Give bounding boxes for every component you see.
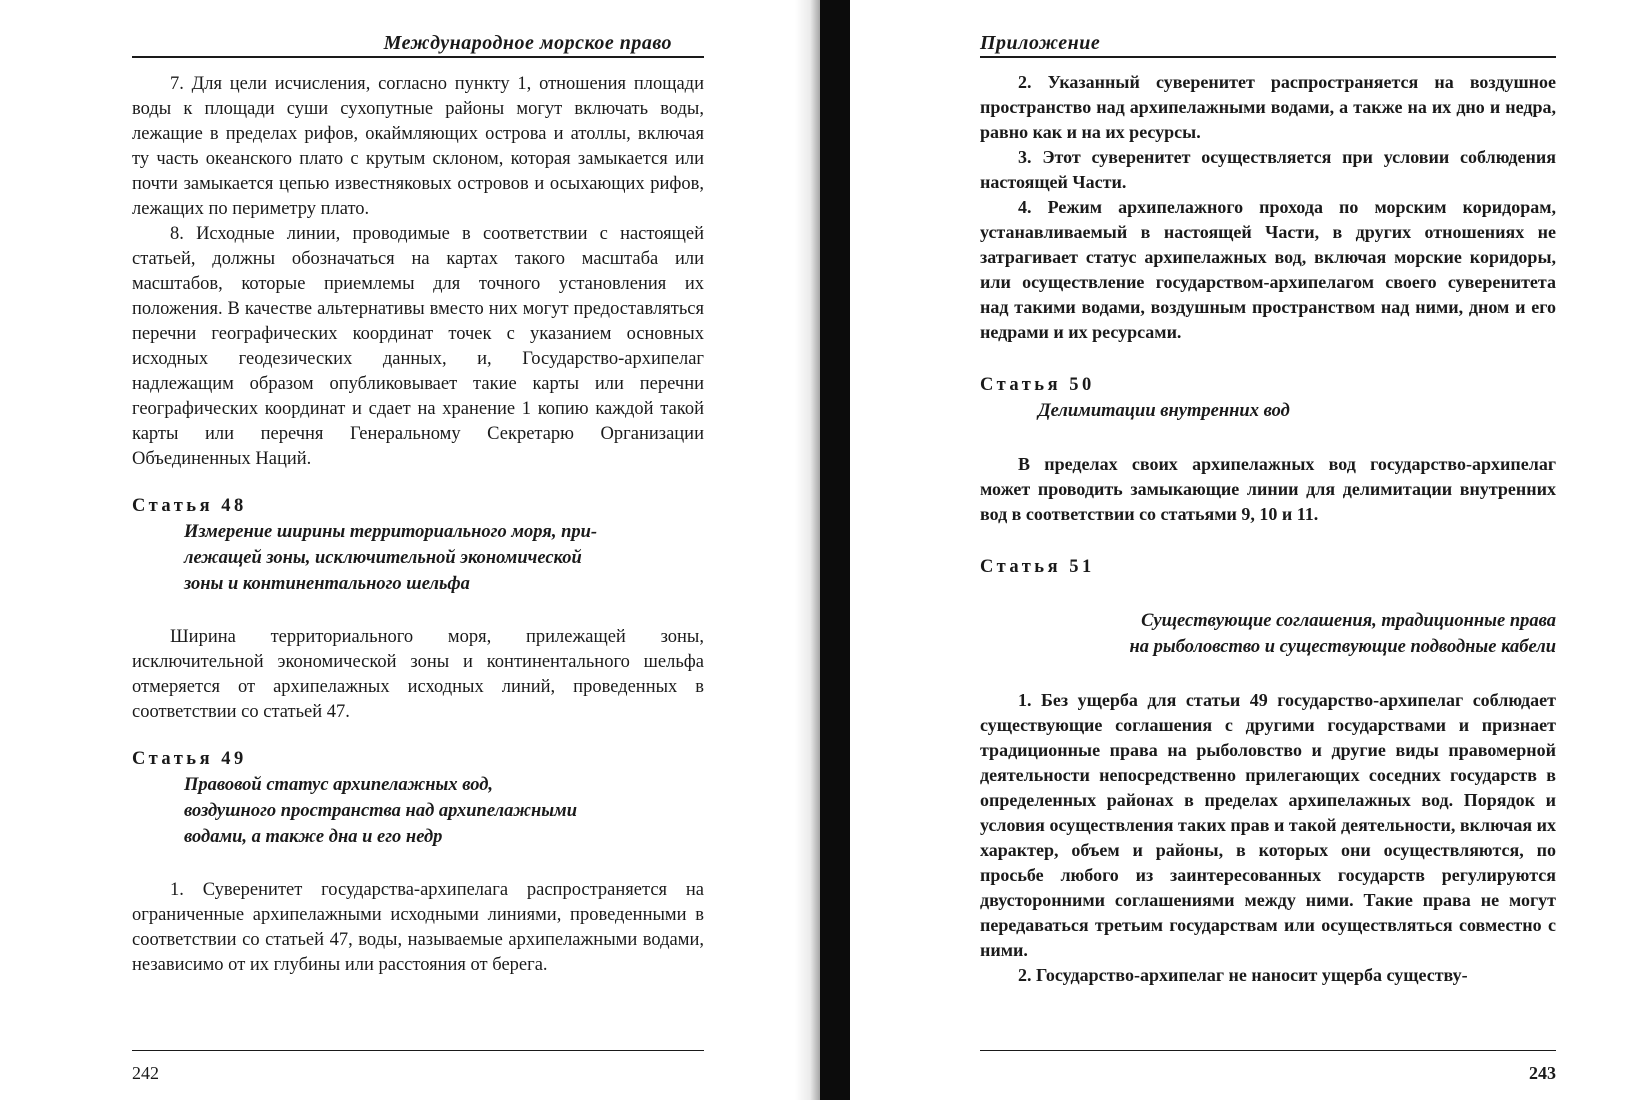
article-50-title — [1038, 398, 1556, 424]
left-page-content — [132, 72, 704, 978]
title-line: воздушного пространства над архипелажными — [184, 801, 578, 821]
title-line: Существующие соглашения, традиционные права — [1141, 611, 1556, 631]
right-page-content — [980, 70, 1556, 988]
article-48-label: Статья 48 — [132, 496, 247, 516]
article-48-text: Ширина территориального моря, прилежащей зоны, исключительной экономической зоны и континентального шельфа отмеряется от архипелажных исходных линий, проведенных в соответствии со статьей 47. — [132, 627, 704, 722]
title-line: водами, а также дна и его недр — [184, 827, 443, 847]
paragraph-3: 3. Этот суверенитет осуществляется при условии соблюдения настоящей Части. — [980, 147, 1556, 192]
footer-rule — [132, 1050, 704, 1051]
article-50-text: В пределах своих архипелажных вод государство-архипелаг может проводить замыкающие линии для делимитации внутренних вод в соответствии со статьями 9, 10 и 11. — [980, 454, 1556, 524]
page-number: 243 — [1529, 1063, 1556, 1083]
header-rule — [132, 56, 704, 58]
article-51-paragraph-1: 1. Без ущерба для статьи 49 государство-архипелаг соблюдает существующие соглашения с другими государствами и признает традиционные права на рыболовство и другие виды правомерной деятельности непосредственно прилегающих соседних государств в определенных районах в пределах архипелажных вод. Порядок и условия осуществления таких прав и такой деятельности, включая их характер, объем и районы, в которых они осуществляются, по просьбе любого из заинтересованных государств регулируются двусторонними соглашениями между ними. Такие права не могут передаваться третьим государствам или осуществляться совместно с ними. — [980, 690, 1556, 960]
header-rule — [980, 56, 1556, 58]
page-number: 242 — [132, 1063, 159, 1083]
paragraph-7: 7. Для цели исчисления, согласно пункту 1, отношения площади воды к площади суши сухопутные районы могут включать воды, лежащие в пределах рифов, окаймляющих острова и атоллы, включая ту часть океанского плато с крутым склоном, которая замыкается или почти замыкается цепью известняковых островов и осыхающих рифов, лежащих по периметру плато. — [132, 74, 704, 219]
article-49-paragraph-1: 1. Суверенитет государства-архипелага распространяется на ограниченные архипелажными исходными линиями, проведенными в соответствии со статьей 47, воды, называемые архипелажными водами, независимо от их глубины или расстояния от берега. — [132, 880, 704, 975]
running-head: Международное морское право — [383, 32, 672, 54]
title-line: зоны и континентального шельфа — [184, 574, 470, 594]
title-line: Делимитации внутренних вод — [1038, 401, 1290, 421]
article-49-title — [184, 772, 704, 850]
paragraph-2: 2. Указанный суверенитет распространяется на воздушное пространство над архипелажными водами, а также на их дно и недра, равно как и на их ресурсы. — [980, 72, 1556, 142]
paragraph-4: 4. Режим архипелажного прохода по морским коридорам, устанавливаемый в настоящей Части, в других отношениях не затрагивает статус архипелажных вод, включая морские коридоры, или осуществление государством-архипелагом своего суверенитета над такими водами, воздушным пространством над ними, дном и его недрами и их ресурсами. — [980, 197, 1556, 342]
title-line: на рыболовство и существующие подводные кабели — [1129, 637, 1556, 657]
title-line: лежащей зоны, исключительной экономической — [184, 548, 582, 568]
book-spine — [820, 0, 850, 1100]
footer-rule — [980, 1050, 1556, 1051]
article-50-label: Статья 50 — [980, 375, 1095, 395]
title-line: Измерение ширины территориального моря, при- — [184, 522, 598, 542]
article-51-label: Статья 51 — [980, 557, 1095, 577]
article-51-title — [980, 608, 1556, 660]
article-48-title — [184, 519, 704, 597]
book-gutter-shadow — [795, 0, 820, 1100]
paragraph-8: 8. Исходные линии, проводимые в соответствии с настоящей статьей, должны обозначаться на картах такого масштаба или масштабов, которые приемлемы для точного установления их положения. В качестве альтернативы вместо них могут предоставляться перечни географических координат точек с указанием основных исходных геодезических данных, и, Государство-архипелаг надлежащим образом опубликовывает такие карты или перечни географических координат и сдает на хранение 1 копию каждой такой карты или перечня Генеральному Секретарю Организации Объединенных Наций. — [132, 224, 704, 469]
running-head: Приложение — [980, 32, 1101, 54]
title-line: Правовой статус архипелажных вод, — [184, 775, 494, 795]
article-51-paragraph-2: 2. Государство-архипелаг не наносит ущерба существу- — [1018, 965, 1468, 985]
article-49-label: Статья 49 — [132, 749, 247, 769]
